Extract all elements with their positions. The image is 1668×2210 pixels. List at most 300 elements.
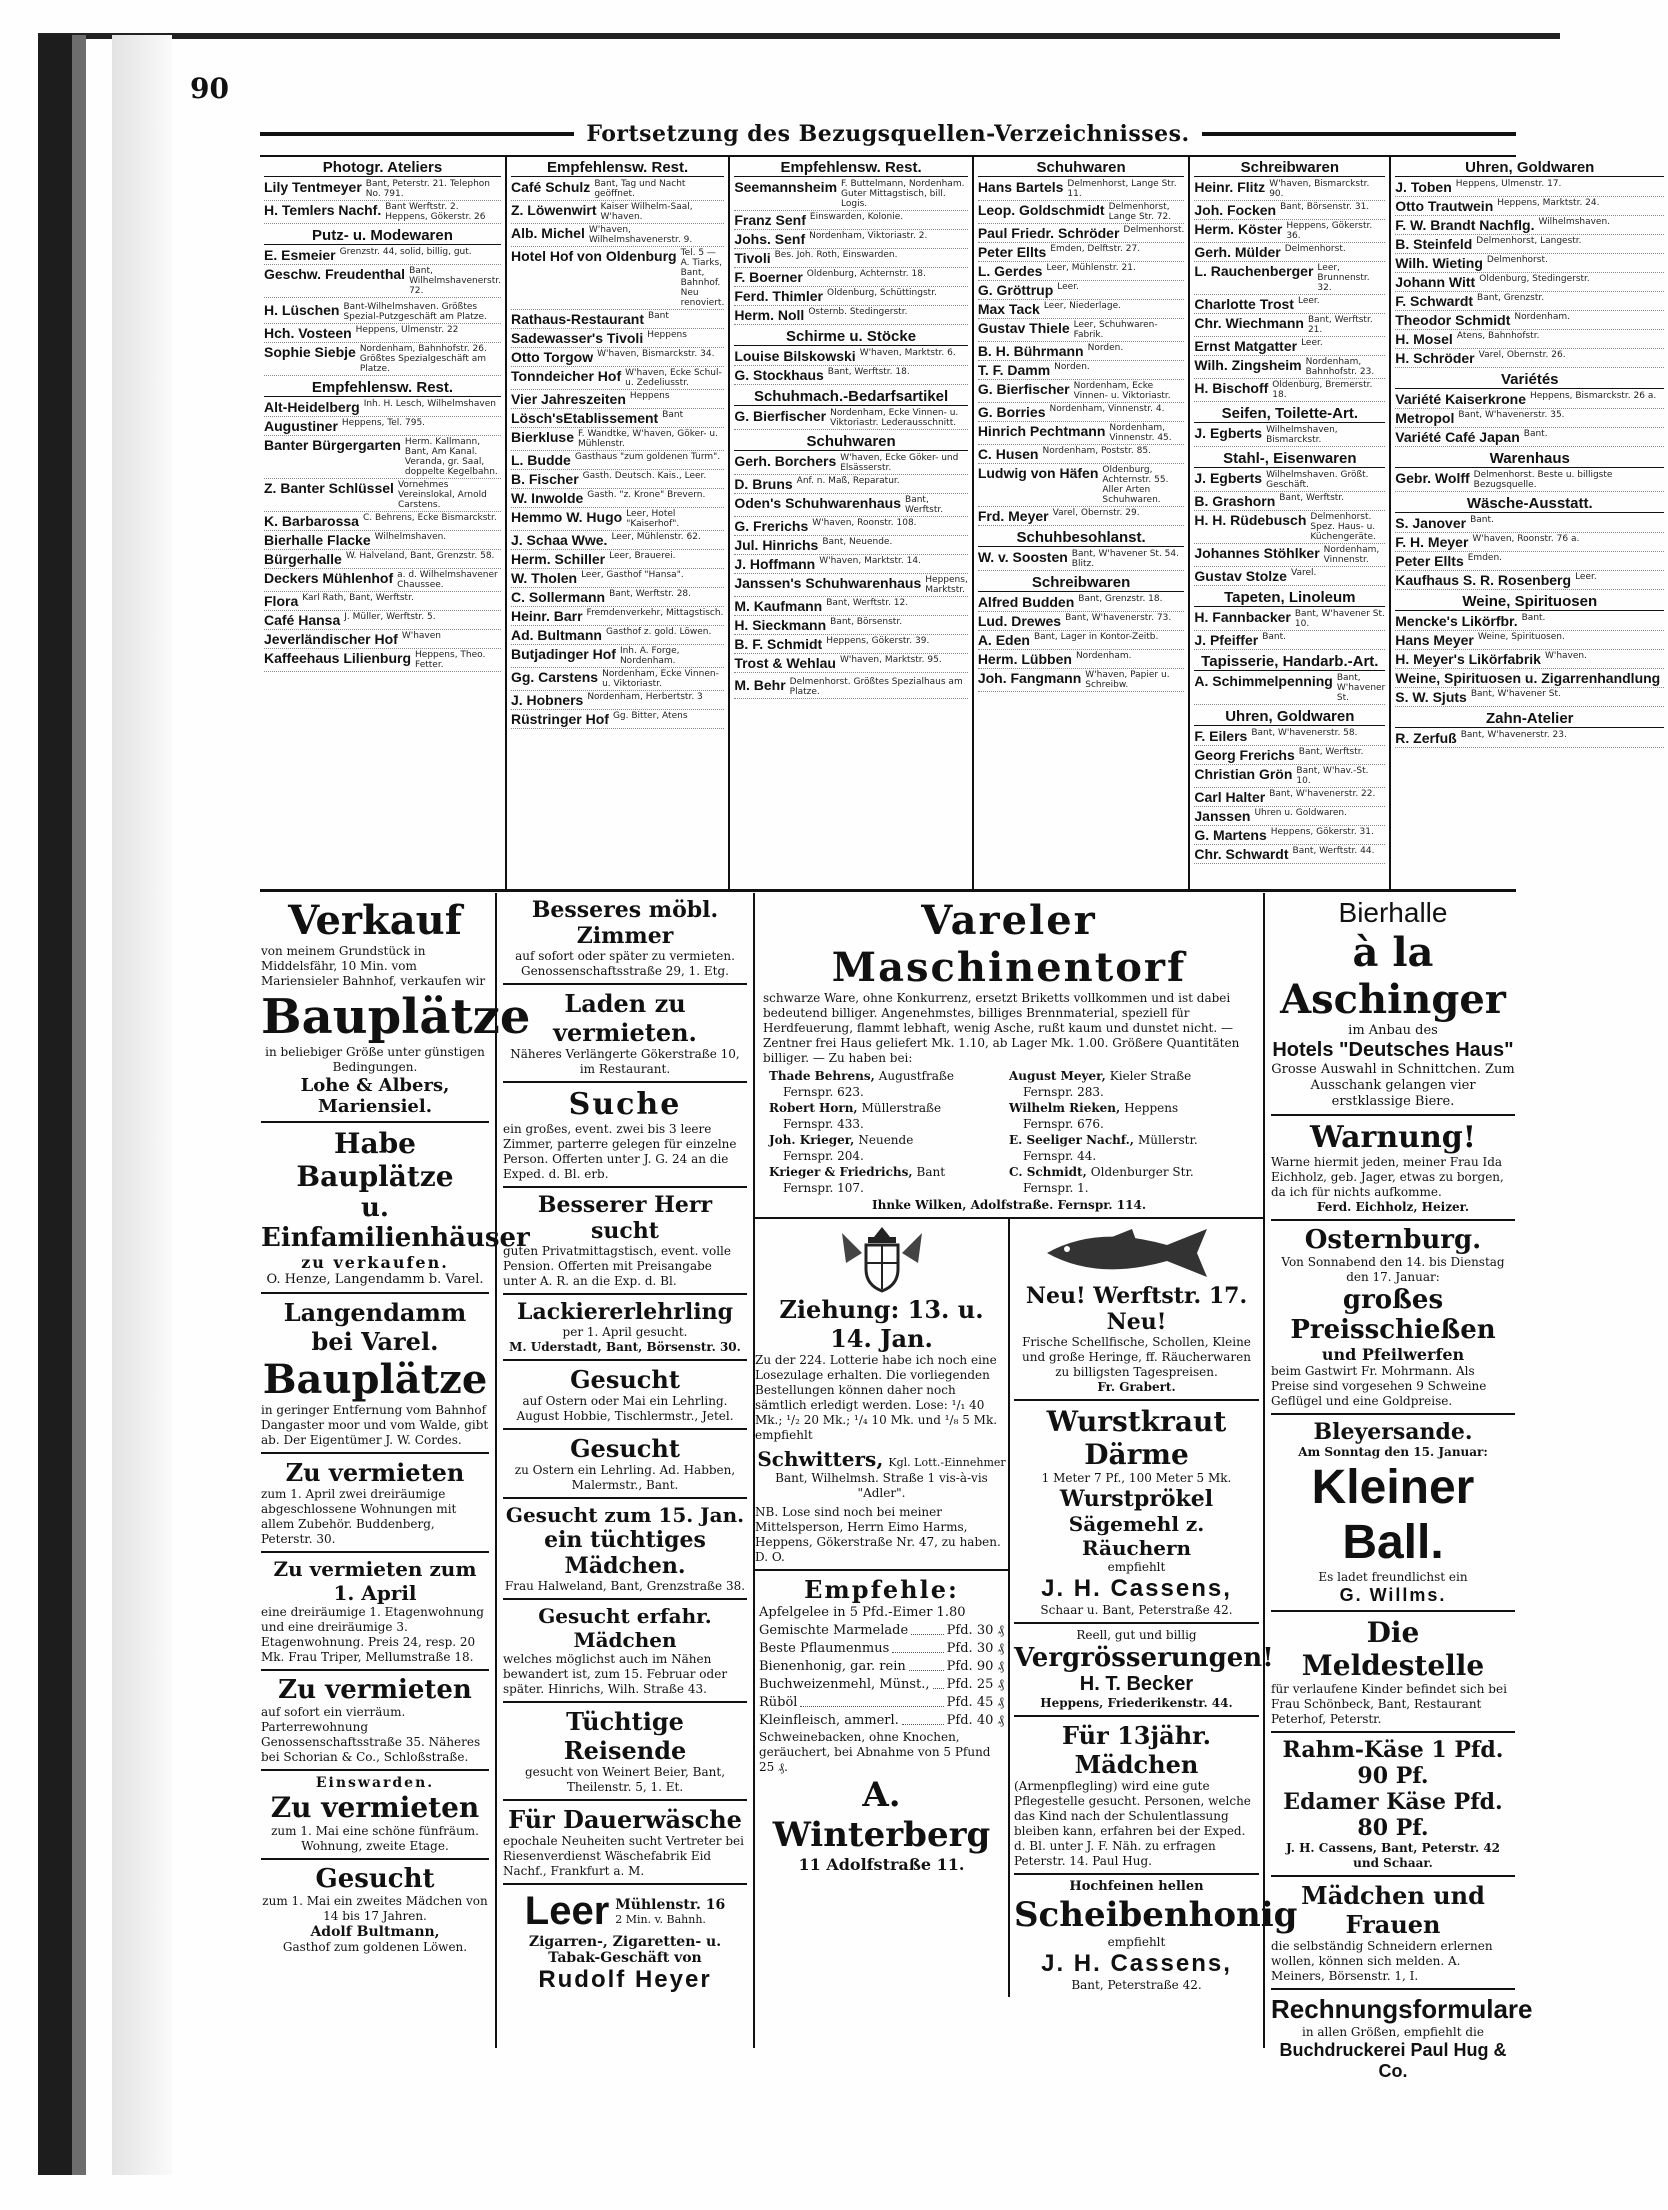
directory-entry-desc: Bant, Grenzstr. 18. [1078, 594, 1163, 604]
directory-section-title: Tapeten, Linoleum [1194, 589, 1385, 607]
dealer-entry [1009, 1068, 1249, 1100]
ad-text: Zu der 224. Lotterie habe ich noch eine Losezulage erhalten. Die vorliegenden Bestellungen können daher noch sämtlich erledigt werden. Lose: ¹/₁ 40 Mk.; ¹/₂ 20 Mk.; ¹/₄ 10 Mk. und ¹/₈ 5 Mk. empfiehlt [755, 1353, 998, 1442]
directory-entry-name: Bierkluse [510, 429, 574, 445]
directory-section [1194, 653, 1385, 705]
directory-entry-name: B. Grashorn [1194, 493, 1276, 509]
ad-text: auf sofort oder später zu vermieten. Genossenschaftsstraße 29, 1. Etg. [515, 949, 735, 978]
directory-entry-name: Janssen's Schuhwarenhaus [734, 575, 922, 591]
directory-entry-name: Variété Kaiserkrone [1395, 391, 1526, 407]
directory-entry-name: B. Fischer [510, 471, 579, 487]
directory-entry-name: Herm. Köster [1194, 221, 1283, 237]
leader-dots [892, 1640, 943, 1653]
directory-entry-name: Kaffeehaus Lilienburg [264, 650, 412, 666]
directory-entry-name: Café Schulz [510, 179, 591, 195]
directory-entry-desc: Bant, Werftstr. 28. [609, 589, 692, 599]
ad-vergroesserungen [1014, 1624, 1274, 1717]
directory-entry-desc: Bant. [1523, 429, 1548, 439]
directory-entry [1194, 826, 1385, 845]
directory-entry-desc: Bant, W'havener St. 54. Blitz. [1071, 549, 1179, 569]
directory-entry-desc: Delmenhorst. Beste u. billigste Bezugsquelle. [1473, 470, 1613, 490]
directory-entry [511, 178, 724, 201]
directory-entry-name: Herm. Schiller [510, 551, 606, 567]
directory-entry [1395, 409, 1664, 428]
ad-text: zu verkaufen. [301, 1253, 449, 1272]
directory-section [1395, 450, 1664, 492]
price-row [755, 1712, 1008, 1730]
directory-entry-name: Flora [264, 593, 299, 609]
directory-entry-desc: Bant, W'havener St. [1336, 673, 1386, 703]
directory-entry-name: Kaufhaus S. R. Rosenberg [1395, 572, 1572, 588]
directory-entry [978, 612, 1185, 631]
directory-entry [978, 380, 1185, 403]
ad-title: Gesucht [315, 1864, 435, 1894]
directory-entry-desc: Nordenham, Ecke Vinnen- u. Viktoriastr. Lederausschnitt. [830, 408, 959, 428]
directory-entry [511, 451, 724, 470]
directory-entry [1194, 337, 1385, 356]
ad-gesucht-maedchen [261, 1860, 489, 1959]
directory-entry [734, 178, 968, 211]
directory-entry-desc: Bant, Grenzstr. [1477, 293, 1545, 303]
directory-entry [1395, 254, 1664, 273]
directory-entry [978, 281, 1185, 300]
directory-entry [264, 265, 501, 298]
ad-text: Warne hiermit jeden, meiner Frau Ida Eichholz, geb. Jager, etwas zu borgen, da ich für nichts aufkomme. [1271, 1155, 1504, 1199]
ad-headline: Bauplätze [261, 989, 531, 1045]
directory-entry-name: A. Eden [977, 632, 1030, 648]
directory-entry [1194, 765, 1385, 788]
directory-section-title: Schuhwaren [734, 433, 968, 451]
directory-entry-name: Butjadinger Hof [510, 646, 616, 662]
directory-entry-desc: W'haven, Marktstr. 95. [839, 655, 942, 665]
directory-entry [734, 287, 968, 306]
ad-text: auf Ostern oder Mai ein Lehrling. August Hobbie, Tischlermstr., Jetel. [516, 1394, 734, 1423]
directory-entry-desc: Einswarden, Kolonie. [809, 212, 904, 222]
directory-entry-desc: Leer, Schuhwaren-Fabrik. [1073, 320, 1158, 340]
ad-title: Gesucht [570, 1365, 680, 1394]
ad-subcolumn-right [1008, 1219, 1298, 1997]
price-item: Apfelgelee in 5 Pfd.-Eimer 1.80 [759, 1605, 966, 1620]
directory-entry-name: Gustav Stolze [1194, 568, 1287, 584]
ad-signature: J. H. Cassens, [1041, 1575, 1232, 1602]
directory-entry [1395, 469, 1664, 492]
directory-entry [264, 649, 501, 672]
directory-column [260, 157, 505, 889]
directory-entry-desc: Grenzstr. 44, solid, billig, gut. [339, 247, 472, 257]
ad-text: in allen Größen, empfiehlt die [1302, 2025, 1484, 2039]
directory-entry [978, 422, 1185, 445]
directory-entry-name: H. Temlers Nachf. [264, 202, 382, 218]
ad-text: Es ladet freundlichst ein [1318, 1570, 1468, 1584]
directory-entry [511, 224, 724, 247]
directory-entry-name: F. W. Brandt Nachflg. [1395, 217, 1535, 233]
directory-entry-desc: Herm. Kallmann, Bant, Am Kanal. Veranda, gr. Saal, doppelte Kegelbahn. [404, 437, 498, 477]
dealer-list [763, 1066, 1255, 1198]
directory-entry [978, 548, 1185, 571]
ad-title: Osternburg. [1304, 1225, 1482, 1255]
directory-entry-desc: Vornehmes Vereinslokal, Arnold Carstens. [397, 480, 487, 510]
directory-entry-desc: Nordenham. [1075, 651, 1132, 661]
ad-signature: Buchdruckerei Paul Hug & Co. [1279, 2040, 1507, 2081]
directory-entry-name: H. Sieckmann [734, 617, 827, 633]
directory-entry [511, 348, 724, 367]
ad-signature: Schwitters, [757, 1447, 884, 1471]
directory-entry-desc: W'haven, Marktstr. 6. [859, 348, 956, 358]
directory-entry-name: Tivoli [734, 250, 771, 266]
directory-entry-desc: W'haven, Ecke Göker- und Elsässerstr. [840, 453, 959, 473]
directory-entry [264, 611, 501, 630]
directory-entry-name: Café Hansa [264, 612, 341, 628]
directory-entry-name: Leop. Goldschmidt [977, 202, 1105, 218]
ad-signature: J. H. Cassens, [1041, 1950, 1232, 1977]
dealer-name: E. Seeliger Nachf., [1009, 1133, 1134, 1147]
dealer-entry [769, 1100, 1009, 1132]
directory-entry-name: Rüstringer Hof [510, 711, 609, 727]
ad-title: Empfehle: [804, 1575, 959, 1604]
directory-entry-desc: Bant, Werftstr. [1298, 747, 1364, 757]
directory-entry-desc: Nordenham, Viktoriastr. 2. [809, 231, 928, 241]
ad-text: Von Sonnabend den 14. bis Dienstag den 17. Januar: [1281, 1255, 1505, 1284]
directory-entry [264, 398, 501, 417]
directory-entry [978, 224, 1185, 243]
ad-text: gesucht von Weinert Beier, Bant, Theilenstr. 5, 1. Et. [524, 1765, 726, 1794]
ad-headline: Edamer Käse Pfd. 80 Pf. [1283, 1789, 1503, 1841]
directory-entry [978, 669, 1185, 692]
directory-entry-name: S. W. Sjuts [1395, 689, 1467, 705]
directory-entry-name: L. Rauchenberger [1194, 263, 1314, 279]
directory-entry [734, 366, 968, 385]
directory-entry [978, 319, 1185, 342]
directory-section [734, 433, 968, 673]
directory-section-title: Putz- u. Modewaren [264, 227, 501, 245]
directory-entry-desc: Nordenham, Poststr. 85. [1042, 446, 1151, 456]
price-row [755, 1658, 1008, 1676]
directory-entry-desc: Nordenham, Vinnenstr. 45. [1109, 423, 1172, 443]
directory-section [1194, 450, 1385, 586]
ad-place: Bleyersande. [1313, 1419, 1473, 1445]
directory-entry [734, 536, 968, 555]
directory-entry-desc: Nordenham. [1514, 312, 1570, 322]
directory-entry [734, 211, 968, 230]
dealer-entry [1009, 1164, 1249, 1196]
directory-entry [1194, 746, 1385, 765]
ad-bierhalle [1271, 893, 1515, 1116]
directory-entry [978, 445, 1185, 464]
directory-entry-desc: Heppens, Tel. 795. [341, 418, 426, 428]
ad-title: Zu vermieten [278, 1675, 472, 1705]
directory-entry-name: Alt-Heidelberg [264, 399, 360, 415]
directory-entry-desc: W'haven [401, 631, 442, 641]
directory-entry-desc: Bant, Werftstr. [905, 495, 944, 515]
directory-entry-desc: Bant, W'havener St. [1470, 689, 1561, 699]
directory-entry [511, 588, 724, 607]
dealer-address: Heppens [1124, 1101, 1179, 1115]
ad-address-note: 2 Min. v. Bahnh. [615, 1912, 706, 1926]
directory-entry [1194, 201, 1385, 220]
ad-text: Zigarren-, Zigaretten- u. Tabak-Geschäft von [528, 1934, 722, 1966]
directory-entry-name: C. Sollermann [510, 589, 606, 605]
price-item: Buchweizenmehl, Münst., [759, 1677, 930, 1692]
directory-entry-name: Heinr. Barr [510, 608, 583, 624]
page-number: 90 [190, 72, 229, 105]
directory-entry-desc: Tel. 5 — A. Tiarks, Bant, Bahnhof. Neu renoviert. [680, 248, 725, 308]
directory-entry-name: Joh. Fangmann [977, 670, 1082, 686]
directory-entry [1395, 428, 1664, 447]
directory-entry-name: Variété Café Japan [1395, 429, 1520, 445]
ad-subcolumn-left [755, 1219, 1008, 1997]
directory-column [1188, 157, 1389, 889]
directory-entry [264, 301, 501, 324]
ad-reisende [503, 1703, 747, 1801]
directory-entry-name: Frd. Meyer [977, 508, 1049, 524]
directory-section [734, 676, 968, 699]
ad-headline: Därme [1084, 1438, 1189, 1471]
directory-entry [1194, 511, 1385, 544]
directory-entry-name: Bierhalle Flacke [264, 532, 371, 548]
directory-entry-desc: Leer. [1575, 572, 1597, 582]
directory-entry-desc: Atens, Bahnhofstr. [1456, 331, 1540, 341]
ad-text: beim Gastwirt Fr. Mohrmann. Als Preise sind vorgesehen 9 Schweine Geflügel und eine Goldpreise. [1271, 1364, 1487, 1408]
price-value: Pfd. 40 ₰ [946, 1713, 1004, 1728]
dealer-address: Bant [916, 1165, 946, 1179]
ad-title: Rahm-Käse 1 Pfd. 90 Pf. [1282, 1737, 1504, 1789]
directory-entry [1194, 469, 1385, 492]
ad-zu-vermieten-3 [261, 1671, 489, 1771]
directory-entry-desc: Wilhelmshaven. [374, 532, 447, 542]
directory-entry-name: Gerh. Borchers [734, 453, 837, 469]
ad-signature-role: Kgl. Lott.-Einnehmer [888, 1456, 1006, 1469]
directory-entry [511, 645, 724, 668]
directory-entry-name: Lud. Drewes [977, 613, 1062, 629]
leader-dots [902, 1712, 944, 1725]
directory-entry-name: Hans Bartels [977, 179, 1064, 195]
directory-entry-name: Alb. Michel [510, 225, 585, 241]
ad-signature: Ferd. Eichholz, Heizer. [1316, 1200, 1470, 1214]
ad-subgrid [755, 1219, 1298, 1997]
directory-entry-name: Max Tack [977, 301, 1040, 317]
directory-entry-name: B. Steinfeld [1395, 236, 1473, 252]
directory-entry [734, 452, 968, 475]
directory-entry [1395, 688, 1664, 707]
directory-entry-desc: W'haven, Ecke Schul- u. Zedeliusstr. [625, 368, 722, 388]
directory-entry-name: F. Boerner [734, 269, 803, 285]
ad-langendamm [261, 1294, 489, 1454]
dealer-phone: Fernspr. 676. [1023, 1117, 1104, 1131]
ad-title: Gesucht zum 15. Jan. [505, 1503, 745, 1527]
directory-entry [511, 668, 724, 691]
directory-entry-name: Lösch'sEtablissement [510, 410, 659, 426]
ad-signature: Rudolf Heyer [538, 1966, 712, 1993]
ad-title: Die Meldestelle [1301, 1616, 1485, 1682]
directory-entry-desc: Delmenhorst, Langestr. [1476, 236, 1582, 246]
directory-entry [734, 654, 968, 673]
directory-entry-name: Seemannsheim [734, 179, 838, 195]
directory-entry-name: Louise Bilskowski [734, 348, 856, 364]
directory-entry [511, 710, 724, 729]
directory-entry [734, 268, 968, 287]
directory-section-title: Wäsche-Ausstatt. [1395, 495, 1664, 513]
ad-title: Laden zu vermieten. [553, 989, 697, 1047]
directory-entry [978, 593, 1185, 612]
leader-dots [911, 1622, 944, 1635]
directory-entry-desc: Osternb. Stedingerstr. [808, 307, 908, 317]
directory-entry [1395, 612, 1664, 631]
directory-entry [511, 550, 724, 569]
ad-text: zu Ostern ein Lehrling. Ad. Habben, Malermstr., Bant. [514, 1463, 736, 1492]
directory-entry-name: Johann Witt [1395, 274, 1476, 290]
ad-headline: und Pfeilwerfen [1321, 1345, 1465, 1364]
ad-title: Kleiner Ball. [1311, 1461, 1475, 1569]
directory-entry-name: Janssen [1194, 808, 1251, 824]
ad-kaese [1271, 1733, 1515, 1877]
directory-section [1194, 405, 1385, 447]
directory-entry-name: H. Mosel [1395, 331, 1453, 347]
ad-address: Bant, Peterstraße 42. [1071, 1978, 1202, 1992]
directory-entry-desc: Gasth. Deutsch. Kais., Leer. [582, 471, 707, 481]
leader-dots [933, 1676, 944, 1689]
ad-signature: Adolf Bultmann, [310, 1924, 440, 1940]
directory-entry-desc: Bant, Werftstr. 21. [1307, 315, 1373, 335]
directory-entry-desc: Varel. [1290, 568, 1317, 578]
directory-entry-name: Chr. Wiechmann [1194, 315, 1304, 331]
directory-section-title: Zahn-Atelier [1395, 710, 1664, 728]
directory-entry-desc: Bant. [1521, 613, 1546, 623]
ad-text: im Anbau des [1348, 1023, 1438, 1038]
directory-entry-desc: Emden. [1467, 553, 1503, 563]
ad-signature: Fr. Grabert. [1097, 1380, 1176, 1394]
ad-title: Zu vermieten [285, 1458, 465, 1487]
ad-title: Leer [524, 1889, 610, 1933]
directory-entry-desc: Bant, Werftstr. 12. [826, 598, 909, 608]
directory-entry-desc: Heppens, Theo. Fetter. [415, 650, 486, 670]
directory-entry-name: Sophie Siebje [264, 344, 356, 360]
directory-section [978, 159, 1185, 526]
directory-entry [978, 507, 1185, 526]
dealer-phone: Fernspr. 283. [1023, 1085, 1104, 1099]
directory-entry [1194, 295, 1385, 314]
directory-entry-name: Weine, Spirituosen u. Zigarrenhandlung [1395, 670, 1661, 686]
dealer-address: Oldenburger Str. [1090, 1165, 1194, 1179]
directory-section [978, 529, 1185, 571]
directory-entry [511, 201, 724, 224]
ad-wurst [1014, 1401, 1259, 1624]
ad-title: Zu vermieten zum 1. April [273, 1557, 477, 1605]
directory-entry-desc: J. Müller, Werftstr. 5. [344, 612, 436, 622]
ad-text: zum 1. April zwei dreiräumige abgeschlossene Wohnungen mit allem Zubehör. Buddenberg, Peterstr. 30. [261, 1487, 457, 1546]
directory-entry-name: Z. Löwenwirt [510, 202, 597, 218]
ad-title: Besserer Herr sucht [537, 1192, 713, 1244]
directory-entry-name: Trost & Wehlau [734, 655, 836, 671]
ad-headline: à la Aschinger [1280, 929, 1506, 1023]
directory-entry-desc: Oldenburg, Bremerstr. 18. [1272, 380, 1373, 400]
ad-address: Schaar u. Bant, Peterstraße 42. [1040, 1603, 1233, 1617]
ad-title: Warnung! [1310, 1120, 1476, 1155]
ad-text: Ihnke Wilken, Adolfstraße. Fernspr. 114. [871, 1198, 1147, 1212]
directory-entry-desc: Weine, Spirituosen. [1477, 632, 1565, 642]
directory-entry [978, 650, 1185, 669]
ad-gesucht-15-jan [503, 1499, 747, 1600]
directory-section [1194, 589, 1385, 650]
ad-fisch [1014, 1219, 1259, 1401]
dealer-phone: Fernspr. 204. [783, 1149, 864, 1163]
ad-signature: M. Uderstadt, Bant, Börsenstr. 30. [509, 1340, 741, 1354]
directory-entry-name: G. Frerichs [734, 518, 809, 534]
directory-entry-desc: Karl Rath, Bant, Werftstr. [302, 593, 414, 603]
directory-entry [1395, 197, 1664, 216]
directory-entry-name: W. v. Soosten [977, 549, 1068, 565]
directory-entry-desc: Nordenham, Herbertstr. 3 [587, 692, 703, 702]
ad-seller [755, 1447, 1008, 1471]
directory-entry-name: Paul Friedr. Schröder [977, 225, 1120, 241]
dealer-phone: Fernspr. 44. [1023, 1149, 1097, 1163]
directory-entry-name: Sadewasser's Tivoli [510, 330, 644, 346]
dealer-entry [1009, 1132, 1249, 1164]
directory-column [972, 157, 1189, 889]
dealer-phone: Fernspr. 1. [1023, 1181, 1089, 1195]
price-row [755, 1604, 1008, 1622]
directory-column [728, 157, 972, 889]
ad-column-2 [495, 893, 753, 2048]
directory-entry-desc: Nordenham, Bahnhofstr. 26. Größtes Spezialgeschäft am Platze. [359, 344, 487, 374]
directory-section-title: Schirme u. Stöcke [734, 328, 968, 346]
directory-entry [1395, 650, 1664, 669]
ad-erfahr-maedchen [503, 1600, 747, 1703]
ad-signature: J. H. Cassens, Bant, Peterstr. 42 und Schaar. [1285, 1841, 1501, 1870]
directory-section [1194, 159, 1385, 402]
directory-section-title: Tapisserie, Handarb.-Art. [1194, 653, 1385, 671]
directory-entry [511, 626, 724, 645]
directory-entry-name: Deckers Mühlenhof [264, 570, 394, 586]
directory-entry-name: G. Borries [977, 404, 1046, 420]
directory-entry-desc: Delmenhorst. [1123, 225, 1185, 235]
ad-text: empfiehlt [1107, 1935, 1166, 1949]
ad-osternburg [1271, 1221, 1515, 1415]
directory-entry [978, 243, 1185, 262]
directory-entry [264, 550, 501, 569]
directory-entry [1194, 220, 1385, 243]
directory-entry-desc: Bant, W'havenerstr. 73. [1065, 613, 1172, 623]
directory-entry-name: J. Egberts [1194, 470, 1263, 486]
ad-address: Mühlenstr. 16 [615, 1896, 726, 1913]
directory-entry [978, 403, 1185, 422]
directory-entry-desc: Leer, Mühlenstr. 21. [1046, 263, 1136, 273]
dealer-address: Neuende [858, 1133, 914, 1147]
ad-ball [1271, 1415, 1515, 1612]
ad-einswarden [261, 1771, 489, 1860]
directory-entry-desc: Nordenham, Bahnhofstr. 23. [1305, 357, 1375, 377]
ad-signature: H. T. Becker [1079, 1673, 1194, 1695]
directory-entry-desc: Norden. [1054, 362, 1090, 372]
directory-entry-name: Mencke's Likörfbr. [1395, 613, 1518, 629]
directory-entry-desc: Bant. [1470, 515, 1494, 525]
directory-entry [1194, 672, 1385, 705]
ad-title: Tüchtige Reisende [563, 1707, 687, 1765]
directory-entry-desc: Nordenham, Vinnenstr. [1323, 545, 1380, 565]
directory-column [1389, 157, 1668, 889]
ad-dauerwaesche [503, 1801, 747, 1885]
ad-text: welches möglichst auch im Nähen bewandert ist, zum 15. Februar oder später. Hinrichs, Wilh. Straße 43. [503, 1652, 728, 1696]
leader-dots [800, 1694, 943, 1707]
directory-entry [1194, 424, 1385, 447]
directory-entry-name: T. F. Damm [977, 362, 1051, 378]
directory-entry-name: Geschw. Freudenthal [264, 266, 406, 282]
directory-entry-name: Otto Torgow [510, 349, 594, 365]
header-title: Fortsetzung des Bezugsquellen-Verzeichnisses. [586, 121, 1190, 147]
directory-entry [1395, 330, 1664, 349]
directory-entry [1194, 807, 1385, 826]
price-item: Beste Pflaumenmus [759, 1641, 890, 1656]
directory-entry [1194, 243, 1385, 262]
directory-entry-name: J. Toben [1395, 179, 1452, 195]
